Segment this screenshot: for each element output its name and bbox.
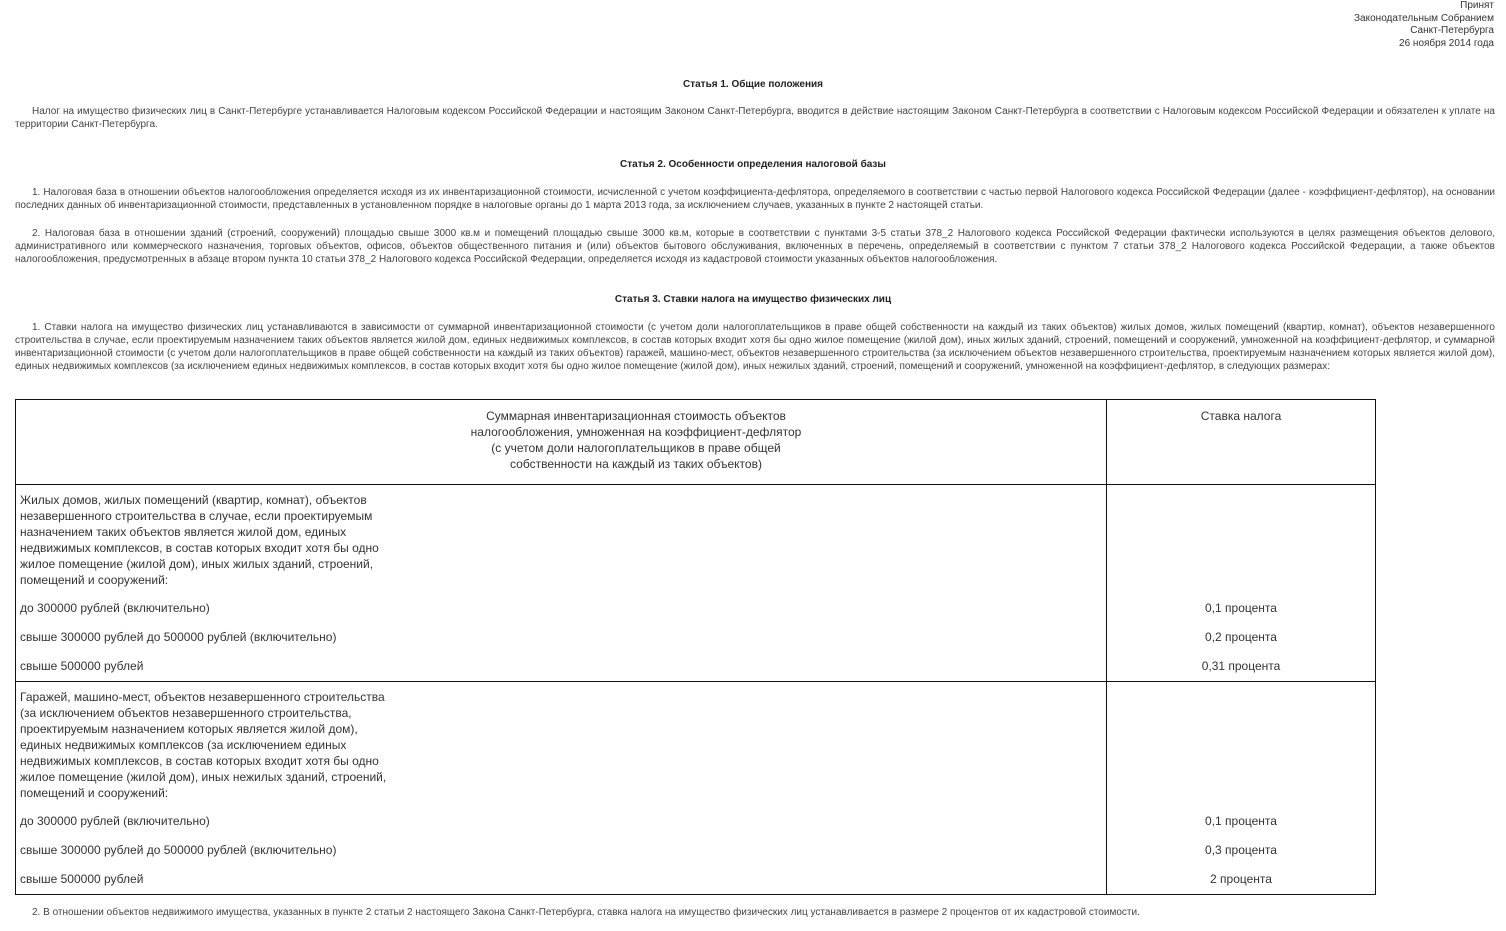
tax-rate: 0,1 процента: [1205, 814, 1277, 828]
description-line: проектируемым назначением которых является жилой дом),: [20, 722, 358, 736]
header-line: Суммарная инвентаризационная стоимость объектов: [486, 409, 786, 423]
tax-rates-table: [15, 399, 1376, 895]
description-line: Гаражей, машино-мест, объектов незавершенного строительства: [20, 690, 385, 704]
value-range: свыше 500000 рублей: [20, 872, 144, 886]
article-3-paragraph-2: [15, 906, 1495, 919]
header-line: собственности на каждый из таких объектов): [510, 457, 762, 471]
table-header-row: [16, 400, 1376, 485]
article-3-paragraph-1: [15, 321, 1495, 373]
article-2-paragraph-1-text: 1. Налоговая база в отношении объектов налогообложения определяется исходя из их инвентаризационной стоимости, исчисленной с учетом коэффициента-дефлятора, определяемого в соответствии с частью первой Налогового кодекса Российской Федерации (далее - коэффициент-дефлятор), на основании последних данных об инвентаризационной стоимости, представленных в установленном порядке в налоговые органы до 1 марта 2013 года, за исключением случаев, указанных в пункте 2 настоящей статьи.: [15, 187, 1495, 211]
header-line: 26 ноября 2014 года: [1399, 37, 1494, 49]
article-1-title: Статья 1. Общие положения: [683, 79, 823, 90]
description-line: Жилых домов, жилых помещений (квартир, комнат), объектов: [20, 493, 367, 507]
residential-description-cell: [16, 485, 1107, 682]
header-line: Законодательным Собранием: [1354, 12, 1494, 24]
tax-rate: 2 процента: [1210, 872, 1272, 886]
tax-rate: 0,31 процента: [1201, 659, 1281, 673]
article-1-paragraph: Налог на имущество физических лиц в Санкт-Петербурге устанавливается Налоговым кодексом Российской Федерации и настоящим Законом Санкт-Петербурга, вводится в действие настоящим Законом Санкт-Петербурга в соответствии с Налоговым кодексом Российской Федерации и обязателен к уплате на территории Санкт-Петербурга.: [15, 106, 1495, 130]
description-line: помещений и сооружений:: [20, 573, 169, 587]
header-line: (с учетом доли налогоплательщиков в праве общей: [491, 441, 781, 455]
value-range: свыше 300000 рублей до 500000 рублей (включительно): [20, 843, 337, 857]
description-line: жилое помещение (жилой дом), иных нежилых зданий, строений,: [20, 770, 387, 784]
header-rate-column: Ставка налога: [1107, 400, 1376, 485]
description-line: (за исключением объектов незавершенного строительства,: [20, 706, 352, 720]
article-2-paragraph-2-text: 2. Налоговая база в отношении зданий (строений, сооружений) площадью свыше 3000 кв.м и помещений площадью свыше 3000 кв.м, которые в соответствии с пунктами 3-5 статьи 378_2 Налогового кодекса Российской Федерации фактически используются в целях размещения объектов делового, административного или коммерческого назначения, торговых объектов, офисов, объектов общественного питания и (или) объектов бытового обслуживания, включенных в перечень, определяемый в соответствии с пунктом 7 статьи 378_2 Налогового кодекса Российской Федерации, а также объектов налогообложения, предусмотренных в абзаце втором пункта 10 статьи 378_2 Налогового кодекса Российской Федерации, определяется исходя из кадастровой стоимости указанных объектов налогообложения.: [15, 228, 1495, 265]
article-3-paragraph-2-text: 2. В отношении объектов недвижимого имущества, указанных в пункте 2 статьи 2 настоящего Закона Санкт-Петербурга, ставка налога на имущество физических лиц устанавливается в размере 2 процентов от их кадастровой стоимости.: [32, 907, 1140, 918]
description-line: назначением таких объектов является жилой дом, единых: [20, 525, 347, 539]
article-1-text: [15, 105, 1495, 131]
value-range: до 300000 рублей (включительно): [20, 601, 210, 615]
non-residential-rates-cell: [1107, 682, 1376, 895]
value-range: свыше 300000 рублей до 500000 рублей (включительно): [20, 630, 337, 644]
description-line: помещений и сооружений:: [20, 786, 169, 800]
header-line: налогообложения, умноженная на коэффициент-дефлятор: [470, 425, 802, 439]
description-line: незавершенного строительства в случае, если проектируемым: [20, 509, 373, 523]
residential-description: [16, 485, 440, 588]
article-2-paragraph-2: [15, 227, 1495, 266]
adoption-header: [1354, 0, 1494, 50]
article-2-paragraph-1: [15, 186, 1495, 212]
table-row-non-residential: [16, 682, 1376, 895]
non-residential-description: [16, 682, 440, 801]
header-line: Принят: [1460, 0, 1494, 11]
article-2-title: Статья 2. Особенности определения налоговой базы: [620, 159, 886, 170]
non-residential-description-cell: [16, 682, 1107, 895]
description-line: недвижимых комплексов, в состав которых входит хотя бы одно: [20, 754, 379, 768]
residential-rates-cell: [1107, 485, 1376, 682]
tax-rate: 0,1 процента: [1205, 601, 1277, 615]
tax-rate: 0,2 процента: [1205, 630, 1277, 644]
article-3-title: Статья 3. Ставки налога на имущество физических лиц: [614, 294, 892, 305]
tax-rate: 0,3 процента: [1205, 843, 1277, 857]
header-line: Санкт-Петербурга: [1410, 25, 1494, 36]
value-range: до 300000 рублей (включительно): [20, 814, 210, 828]
article-3-paragraph-1-text: 1. Ставки налога на имущество физических лиц устанавливаются в зависимости от суммарной инвентаризационной стоимости (с учетом доли налогоплательщиков в праве общей собственности на каждый из таких объектов) жилых домов, жилых помещений (квартир, комнат), объектов незавершенного строительства в случае, если проектируемым назначением таких объектов является жилой дом, единых недвижимых комплексов, в состав которых входит хотя бы одно жилое помещение (жилой дом), иных жилых зданий, строений, помещений и сооружений, умноженной на коэффициент-дефлятор, и суммарной инвентаризационной стоимости (с учетом доли налогоплательщиков в праве общей собственности на каждый из таких объектов) гаражей, машино-мест, объектов незавершенного строительства (за исключением объектов незавершенного строительства, проектируемым назначением которых является жилой дом), единых недвижимых комплексов (за исключением единых недвижимых комплексов, в состав которых входит хотя бы одно жилое помещение (жилой дом), иных нежилых зданий, строений, помещений и сооружений, умноженной на коэффициент-дефлятор, в следующих размерах:: [15, 322, 1495, 372]
description-line: недвижимых комплексов, в состав которых входит хотя бы одно: [20, 541, 379, 555]
table-row-residential: [16, 485, 1376, 682]
header-value-column: [16, 400, 1107, 485]
value-range: свыше 500000 рублей: [20, 659, 144, 673]
description-line: единых недвижимых комплексов (за исключением единых: [20, 738, 347, 752]
description-line: жилое помещение (жилой дом), иных жилых зданий, строений,: [20, 557, 374, 571]
